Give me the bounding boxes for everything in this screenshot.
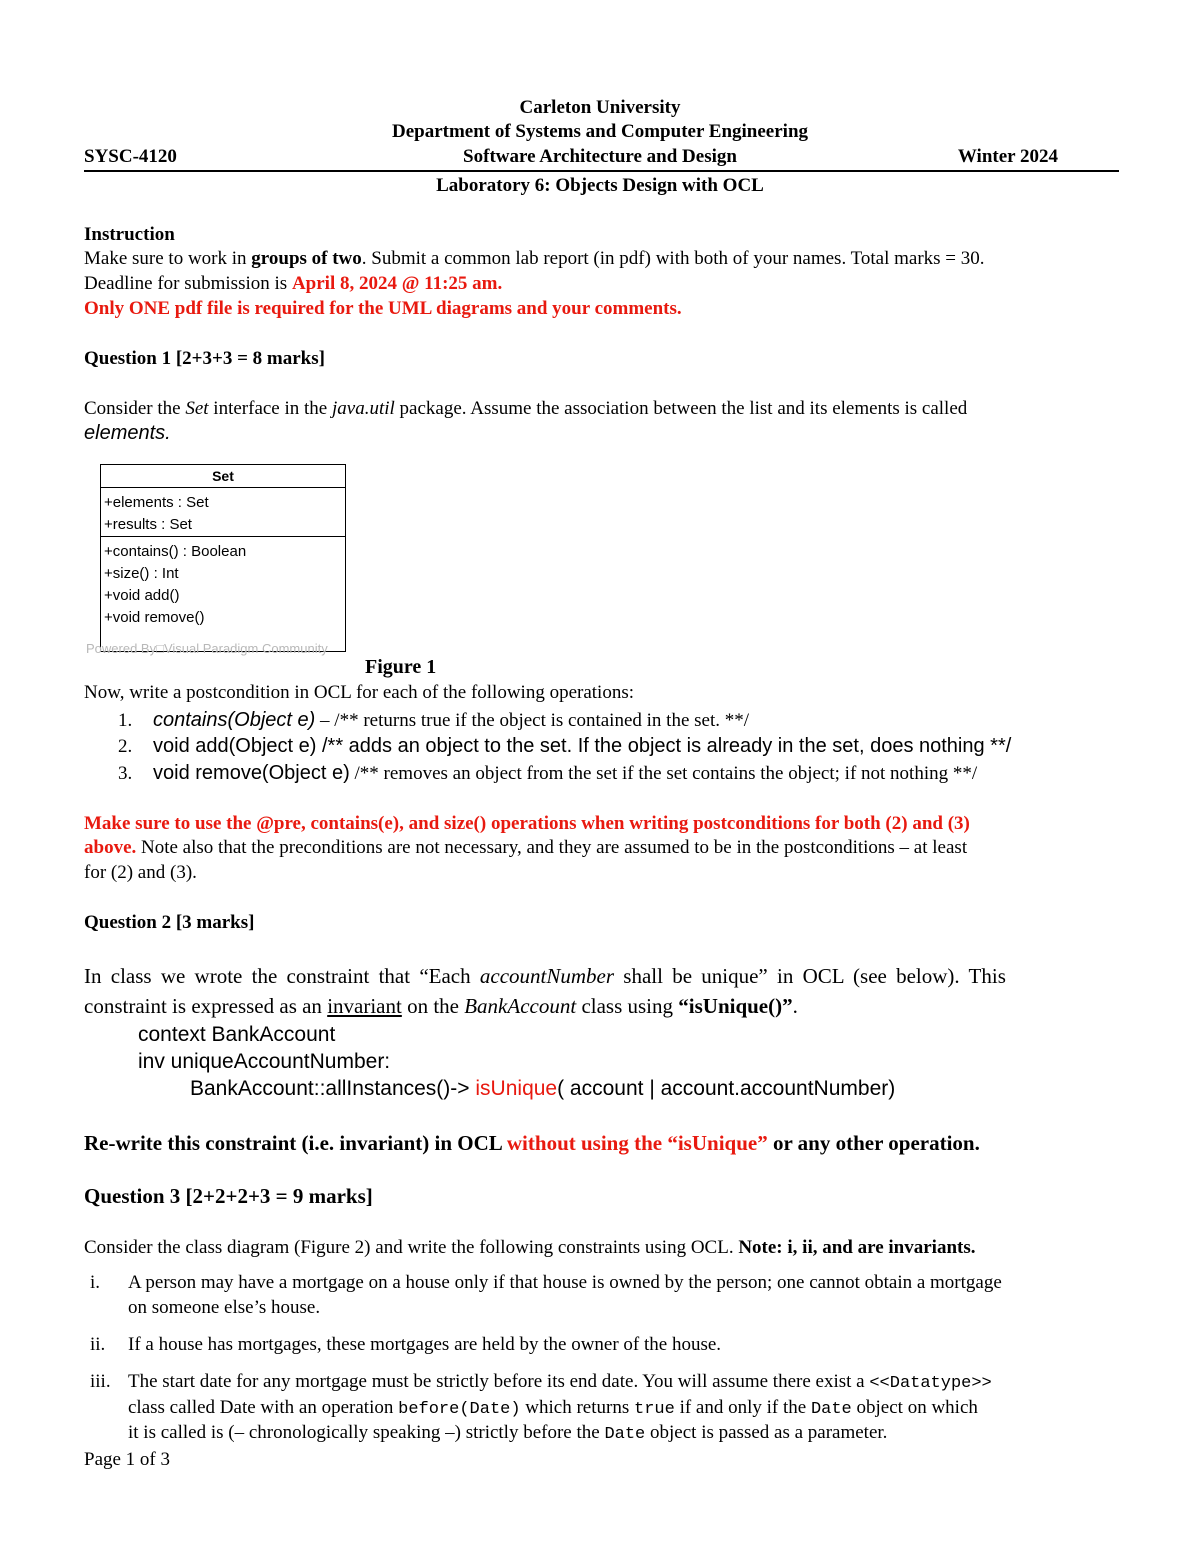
- q3-text: class called Date with an operation: [128, 1397, 399, 1418]
- uml-attribute: +results : Set: [104, 516, 192, 533]
- q1-intro: [84, 398, 967, 420]
- q1-item-1: [118, 709, 749, 732]
- instruction-line-2: [84, 273, 502, 295]
- q3-note: Note: i, ii, and are invariants.: [738, 1237, 976, 1258]
- q3-item-iii-line-3: [128, 1422, 887, 1444]
- q3-item-ii-number: ii.: [90, 1334, 106, 1355]
- q1-note-red: Make sure to use the @pre, contains(e), and size() operations when writing postconditions for both (2) and (3): [84, 813, 970, 834]
- q3-item-iii-number: iii.: [90, 1371, 111, 1392]
- university-name: Carleton University: [519, 97, 681, 118]
- q3-date: Date: [810, 1400, 852, 1419]
- item-description: – /** returns true if the object is contained in the set. **/: [315, 710, 750, 731]
- instruction-groups: groups of two: [251, 248, 362, 269]
- q3-text: The start date for any mortgage must be strictly before its end date. You will assume there exist a: [128, 1371, 870, 1392]
- q3-item-i-line-2: on someone else’s house.: [128, 1297, 321, 1318]
- q3-before: before(Date): [398, 1400, 521, 1419]
- instruction-text: . Submit a common lab report (in pdf) with both of your names. Total marks = 30.: [361, 248, 985, 269]
- uml-attributes: [101, 488, 345, 537]
- q3-date: Date: [604, 1425, 646, 1444]
- instruction-heading: Instruction: [84, 224, 175, 245]
- q2-paragraph-line-2: [84, 994, 798, 1019]
- q2-text: .: [792, 994, 798, 1018]
- course-title: Software Architecture and Design: [463, 146, 737, 167]
- ocl-code-text: ( account | account.accountNumber): [557, 1077, 896, 1100]
- uml-class-name: Set: [101, 465, 345, 488]
- q3-item-i-number: i.: [90, 1272, 101, 1293]
- lab-title: Laboratory 6: Objects Design with OCL: [436, 175, 764, 196]
- ocl-code-line-1: context BankAccount: [138, 1023, 336, 1046]
- q3-text: it is called is (– chronologically speaking –) strictly before the: [128, 1422, 605, 1443]
- q2-text: class using: [576, 994, 679, 1018]
- page-number: Page 1 of 3: [84, 1449, 171, 1470]
- uml-operation: +void remove(): [104, 609, 205, 626]
- q1-intro-text: Consider the: [84, 398, 186, 419]
- q2-task-text: Re-write this constraint (i.e. invariant) in OCL: [84, 1131, 507, 1155]
- deadline-date: April 8, 2024 @ 11:25 am.: [291, 273, 503, 294]
- q2-heading: Question 2 [3 marks]: [84, 912, 255, 933]
- q1-set: Set: [185, 398, 209, 419]
- course-code: SYSC-4120: [84, 146, 177, 167]
- q3-text: if and only if the: [674, 1397, 811, 1418]
- q3-datatype: <<Datatype>>: [869, 1374, 992, 1393]
- term: Winter 2024: [957, 146, 1058, 167]
- q2-paragraph-line-1: [84, 964, 1006, 989]
- q2-task-red: without using the “isUnique”: [506, 1131, 768, 1155]
- q3-item-ii-line-1: If a house has mortgages, these mortgages are held by the owner of the house.: [128, 1334, 722, 1355]
- q1-elements: elements.: [84, 422, 171, 444]
- header-rule: [84, 170, 1119, 172]
- q1-item-2: [118, 735, 1011, 758]
- q2-text: on the: [401, 994, 465, 1018]
- q2-isunique: “isUnique()”: [678, 994, 793, 1018]
- uml-operations: [101, 537, 345, 629]
- item-number: 3.: [118, 763, 133, 784]
- q3-text: object on which: [851, 1397, 978, 1418]
- q3-heading: Question 3 [2+2+2+3 = 9 marks]: [84, 1184, 373, 1208]
- department-name: Department of Systems and Computer Engineering: [391, 121, 809, 142]
- q3-intro: [84, 1237, 975, 1259]
- q1-item-3: [118, 762, 977, 785]
- instruction-line-3: Only ONE pdf file is required for the UML diagrams and your comments.: [84, 298, 682, 319]
- uml-attribute: +elements : Set: [104, 494, 209, 511]
- q3-text: object is passed as a parameter.: [645, 1422, 888, 1443]
- uml-operation: +contains() : Boolean: [104, 543, 247, 560]
- q1-note-line-2: [84, 837, 967, 859]
- ocl-code-line-3: [190, 1077, 895, 1101]
- q3-text: which returns: [520, 1397, 634, 1418]
- q3-item-iii-line-2: [128, 1397, 978, 1419]
- item-description: /** removes an object from the set if the set contains the object; if not nothing **/: [349, 763, 978, 784]
- q1-note-red-above: above.: [84, 837, 137, 858]
- q2-account-number: accountNumber: [479, 964, 615, 988]
- item-signature: void remove(Object e): [153, 762, 350, 784]
- q2-task-text: or any other operation.: [767, 1131, 980, 1155]
- q2-bankaccount: BankAccount: [464, 994, 577, 1018]
- q2-text: In class we wrote the constraint that “Each: [84, 964, 480, 988]
- q3-true: true: [634, 1400, 675, 1419]
- q1-intro-text: package. Assume the association between the list and its elements is called: [394, 398, 968, 419]
- q2-task: [84, 1131, 980, 1156]
- q2-invariant: invariant: [327, 994, 402, 1018]
- q1-package: java.util: [331, 398, 395, 419]
- deadline-label: Deadline for submission is: [84, 273, 292, 294]
- instruction-text: Make sure to work in: [84, 248, 252, 269]
- ocl-isunique: isUnique: [475, 1077, 558, 1100]
- figure-1-caption: Figure 1: [365, 656, 437, 678]
- q2-text: shall be unique” in OCL (see below). This: [614, 964, 1006, 988]
- item-signature: void add(Object e) /** adds an object to the set. If the object is already in the set, does nothing **/: [153, 735, 1012, 757]
- q1-note-text: Note also that the preconditions are not necessary, and they are assumed to be in the postconditions – at least: [136, 837, 968, 858]
- item-number: 1.: [118, 710, 133, 731]
- set-class-diagram: [100, 464, 346, 652]
- item-number: 2.: [118, 736, 133, 757]
- q3-item-i-line-1: A person may have a mortgage on a house only if that house is owned by the person; one cannot obtain a mortgage: [128, 1272, 1002, 1293]
- uml-operation: +size() : Int: [104, 565, 179, 582]
- ocl-code-line-2: inv uniqueAccountNumber:: [138, 1050, 391, 1073]
- diagram-watermark: Powered By□Visual Paradigm Community: [86, 641, 328, 656]
- q3-intro-text: Consider the class diagram (Figure 2) and write the following constraints using OCL.: [84, 1237, 739, 1258]
- q1-intro-text: interface in the: [208, 398, 332, 419]
- item-signature: contains(Object e): [153, 709, 316, 731]
- q1-heading: Question 1 [2+3+3 = 8 marks]: [84, 348, 325, 369]
- q2-text: constraint is expressed as an: [84, 994, 328, 1018]
- instruction-line-1: [84, 248, 985, 270]
- q1-note-line-3: for (2) and (3).: [84, 862, 197, 883]
- q1-prompt: Now, write a postcondition in OCL for each of the following operations:: [84, 682, 634, 703]
- ocl-code-text: BankAccount::allInstances()->: [190, 1077, 476, 1100]
- uml-operation: +void add(): [104, 587, 180, 604]
- q3-item-iii-line-1: [128, 1371, 992, 1393]
